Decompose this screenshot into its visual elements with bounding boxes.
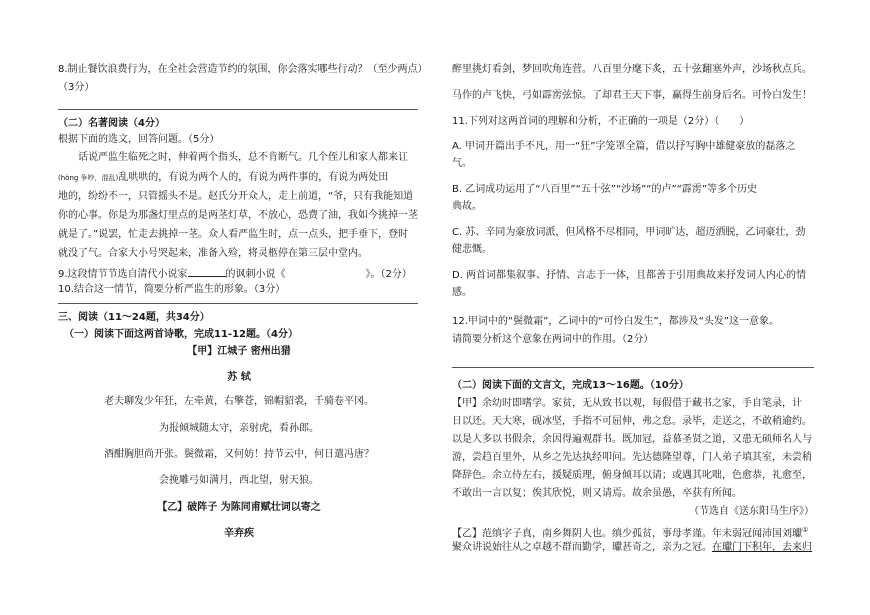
passage-jia-line: 日以还。天大寒，砚冰坚，手指不可屈伸，弗之怠。录毕，走送之，不敢稍逾约。 — [452, 416, 812, 427]
option-b-line-2: 典故。 — [452, 201, 482, 212]
passage-jia-line: 游，尝趋百里外，从乡之先达执经叩问。先达德隆望尊，门人弟子填其室，未尝稍 — [452, 452, 812, 463]
question-11-stem: 11.下列对这两首词的理解和分析，不正确的一项是（2分）（ ） — [452, 116, 750, 127]
option-b-line-1[interactable]: B. 乙词成功运用了“八百里”“五十弦”“沙场”“的卢”“霹雳”等多个历史 — [452, 184, 758, 195]
answer-line — [58, 109, 418, 110]
passage-jia-line: 以是人多以书假余，余因得遍观群书。既加冠，益慕圣贤之道，又患无硕师名人与 — [452, 434, 812, 445]
passage-yi-line: 【乙】范缜字子真，南乡舞阴人也。缜少孤贫，事母孝谨。年未弱冠闻沛国刘瓛① — [452, 526, 809, 540]
footnote-marker: ① — [802, 526, 809, 534]
option-d-line-2: 感。 — [452, 287, 472, 298]
sub-heading-poems: （一）阅读下面这两首诗歌，完成11-12题。（4分） — [64, 329, 298, 340]
section-heading-classic-reading: （二）名著阅读（4分） — [58, 118, 165, 129]
passage-yi-line: 聚众讲说始往从之卓越不群而勤学，瓛甚奇之，亲为之冠。在瓛门下积年，去来归 — [452, 542, 812, 553]
answer-line — [58, 303, 418, 304]
poem-b-title: 【乙】破阵子 为陈同甫赋壮词以寄之 — [157, 502, 321, 513]
question-8-line-2: （3分） — [58, 82, 95, 93]
passage-line: 你的心事。你是为那盏灯里点的是两茎灯草，不放心，恐费了油，我如今挑掉一茎 — [58, 210, 418, 221]
passage-line: (hòng 争吵，混乱)乱哄哄的，有说为两个人的，有说为两件事的，有说为两处田 — [58, 172, 389, 183]
poem-a-author: 苏 轼 — [227, 372, 251, 383]
poem-b-author: 辛弃疾 — [224, 528, 254, 539]
section-heading-classical-chinese: （二）阅读下面的文言文，完成13～16题。（10分） — [452, 380, 689, 391]
poem-line: 会挽雕弓如满月，西北望，射天狼。 — [159, 475, 319, 486]
poem-line: 为报倾城随太守，亲射虎，看孙郎。 — [159, 423, 319, 434]
pinyin-annotation: (hòng 争吵，混乱) — [58, 174, 119, 182]
passage-jia-line: 【甲】余幼时即嗜学。家贫，无从致书以观，每假借于藏书之家，手自笔录，计 — [452, 398, 802, 409]
poem-line: 老夫聊发少年狂，左牵黄，右擎苍，锦帽貂裘，千骑卷平冈。 — [104, 396, 374, 407]
fill-blank[interactable] — [286, 268, 366, 277]
poem-a-title: 【甲】江城子 密州出猎 — [187, 346, 291, 357]
passage-line: 就没了气。合家大小号哭起来，准备入殓，将灵柩停在第三层中堂内。 — [58, 248, 368, 259]
poem-line: 酒酣胸胆尚开张。鬓微霜，又何妨！持节云中，何日遣冯唐？ — [104, 449, 374, 460]
passage-source: （节选自《送东阳马生序》） — [689, 506, 814, 517]
passage-line: 就是了。”说罢，忙走去挑掉一茎。众人看严监生时，点一点头，把手垂下，登时 — [58, 229, 409, 240]
option-c-line-1[interactable]: C. 苏、辛同为豪放词派，但风格不尽相同，甲词旷达，超迈洒脱，乙词豪壮，劲 — [452, 227, 806, 238]
option-a-line-1[interactable]: A. 甲词开篇出手不凡，用一“狂”字笼罩全篇，借以抒写胸中雄健豪放的磊落之 — [452, 141, 796, 152]
poem-line: 醉里挑灯看剑，梦回吹角连营。八百里分麾下炙，五十弦翻塞外声，沙场秋点兵。 — [452, 64, 812, 75]
underlined-sentence: 在瓛门下积年，去来归 — [712, 542, 812, 553]
poem-line: 马作的卢飞快，弓如霹雳弦惊。了却君王天下事，赢得生前身后名。可怜白发生！ — [452, 90, 812, 101]
question-10: 10.结合这一情节，简要分析严监生的形象。（3分） — [58, 284, 286, 295]
passage-jia-line: 降辞色。余立侍左右，援疑质理，俯身倾耳以请；或遇其叱咄，色愈恭，礼愈至， — [452, 470, 812, 481]
fill-blank[interactable] — [188, 267, 226, 277]
question-12-line-2: 请简要分析这个意象在两词中的作用。（2分） — [452, 334, 654, 345]
passage-line: 话说严监生临死之时，伸着两个指头，总不肯断气。几个侄儿和家人都来讧 — [78, 152, 408, 163]
question-12-line-1: 12.甲词中的“鬓微霜”，乙词中的“可怜白发生”，都涉及“头发”这一意象。 — [452, 316, 779, 327]
question-8-line-1: 8.制止餐饮浪费行为，在全社会营造节约的氛围，你会落实哪些行动？（至少两点） — [58, 64, 428, 75]
answer-line — [452, 367, 814, 368]
passage-line: 地的，纷纷不一，只管摇头不是。赵氏分开众人，走上前道，“爷，只有我能知道 — [58, 191, 414, 202]
passage-jia-line: 不敢出一言以复；俟其欣悦，则又请焉。故余虽愚，卒获有所闻。 — [452, 488, 742, 499]
option-d-line-1[interactable]: D. 两首词都集叙事、抒情、言志于一体，且都善于引用典故来抒发词人内心的情 — [452, 270, 807, 281]
question-9: 9.这段情节节选自清代小说家 的讽刺小说《 》。（2分） — [58, 269, 412, 280]
option-a-line-2: 气。 — [452, 158, 472, 169]
section-instruction: 根据下面的选文，回答问题。（5分） — [58, 134, 220, 145]
option-c-line-2: 健悲慨。 — [452, 244, 492, 255]
section-heading-reading: 三、阅读（11～24题，共34分） — [58, 312, 210, 323]
